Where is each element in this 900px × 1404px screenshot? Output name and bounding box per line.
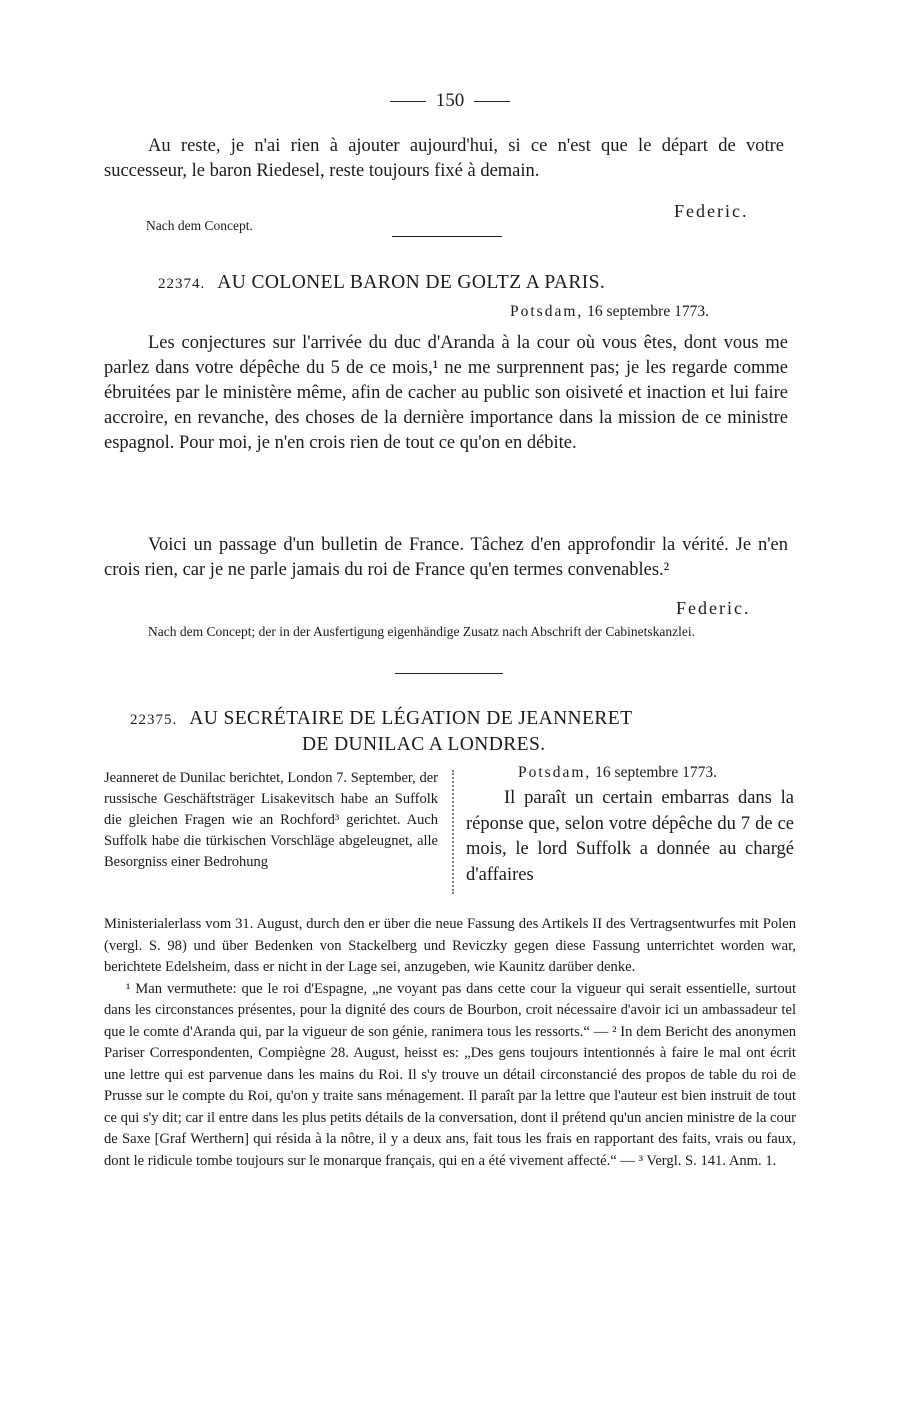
dash-right: [474, 101, 510, 102]
opening-paragraph: Au reste, je n'ai rien à ajouter aujourd'hui, si ce n'est que le départ de votre successeur, le baron Riedesel, reste toujours fixé à demain.: [104, 136, 784, 181]
page-number-line: [370, 90, 530, 112]
letter-22374-signature: Federic.: [676, 598, 751, 618]
letter-22374-paragraph-2: Voici un passage d'un bulletin de France. Tâchez d'en approfondir la vérité. Je n'en crois rien, car je ne parle jamais du roi de France qu'en termes convenables.²: [104, 535, 788, 580]
opening-signature: Federic.: [674, 201, 749, 221]
opening-source-note: Nach dem Concept.: [146, 218, 253, 233]
letter-22374-number: 22374.: [158, 276, 206, 292]
column-divider: [452, 770, 454, 894]
letter-22374-dateline: [510, 303, 709, 321]
footnotes-block: [104, 914, 796, 1172]
letter-22375-place: Potsdam,: [518, 764, 592, 781]
dash-left: [390, 101, 426, 102]
letter-22374-heading-line: [158, 272, 605, 294]
footnote-1-2-3: ¹ Man vermuthete: que le roi d'Espagne, „ne voyant pas dans cette cour la vigueur qui serait essentielle, surtout dans les circonstances présentes, pour la dignité des cours de Bourbon, croit nécessaire d'avoir ici un ambassadeur tel que le comte d'Aranda qui, par la vigueur de son génie, ranimera tous les ressorts.“ — ² In dem Bericht des anonymen Pariser Correspondenten, Compiègne 28. August, heisst es: „Des gens toujours intentionnés à faire le mal ont écrit une lettre qui est parvenue dans les mains du Roi. Il s'y trouve un détail circonstancié des propos de table du roi de Prusse sur le compte du Roi, qu'on y traite sans ménagement. Il paraît par la lettre que l'auteur est bien instruit de tout ce qui s'y dit; car il entre dans les plus petits détails de la conversation, dont il prétend qu'un ancien ministre de la cour de Saxe [Graf Werthern] qui résida à la nôtre, il y a deux ans, fait tous les frais en rapportant des faits, vrais ou faux, dont le ridicule tombe toujours sur le monarque français, qui en a été vivement affecté.“ — ³ Vergl. S. 141. Anm. 1.: [104, 980, 796, 1169]
letter-22375-paragraph: Il paraît un certain embarras dans la réponse que, selon votre dépêche du 7 de ce mois, le lord Suffolk a donnée au chargé d'affaires: [466, 788, 794, 885]
letter-22374-place: Potsdam,: [510, 303, 584, 320]
separator-rule-2: [395, 673, 503, 674]
letter-22375-dateline: [518, 764, 846, 782]
letter-22374-heading: AU COLONEL BARON DE GOLTZ A PARIS.: [217, 272, 606, 293]
margin-summary-note: Jeanneret de Dunilac berichtet, London 7. September, der russische Geschäftsträger Lisakevitsch habe an Suffolk die gleichen Fragen wie an Rochford³ gerichtet. Auch Suffolk habe die türkischen Vorschläge abgeleugnet, alle Besorgniss einer Bedrohung: [104, 770, 438, 870]
page-number: 150: [435, 90, 465, 111]
letter-22375-heading-line-1: [130, 708, 632, 730]
letter-22375-heading-1: AU SECRÉTAIRE DE LÉGATION DE JEANNERET: [189, 708, 633, 729]
separator-rule-1: [392, 236, 502, 237]
letter-22374-source-note: Nach dem Concept; der in der Ausfertigung eigenhändige Zusatz nach Abschrift der Cabinetskanzlei.: [148, 624, 695, 639]
letter-22374-paragraph-1: Les conjectures sur l'arrivée du duc d'Aranda à la cour où vous êtes, dont vous me parlez dans votre dépêche du 5 de ce mois,¹ ne me surprennent pas; je les regarde comme ébruitées par le ministère même, afin de cacher au public son oisiveté et inaction et lui faire accroire, en revanche, des choses de la dernière importance dans la mission de ce ministre espagnol. Pour moi, je n'en crois rien de tout ce qu'on en débite.: [104, 333, 788, 453]
letter-22375-heading-2: DE DUNILAC A LONDRES.: [302, 734, 546, 755]
letter-22375-date: 16 septembre 1773.: [595, 764, 717, 781]
letter-22375-number: 22375.: [130, 712, 178, 728]
letter-22374-date: 16 septembre 1773.: [587, 303, 709, 320]
letter-22375-body: [466, 764, 794, 888]
footnote-carryover: Ministerialerlass vom 31. August, durch den er über die neue Fassung des Artikels II des Vertragsentwurfes mit Polen (vergl. S. 98) und über Bedenken von Stackelberg und Reviczky gegen diese Fassung unterrichtet worden war, berichtete Edelsheim, dass er nicht in der Lage sei, anzugeben, wie Kaunitz darüber denke.: [104, 916, 796, 975]
